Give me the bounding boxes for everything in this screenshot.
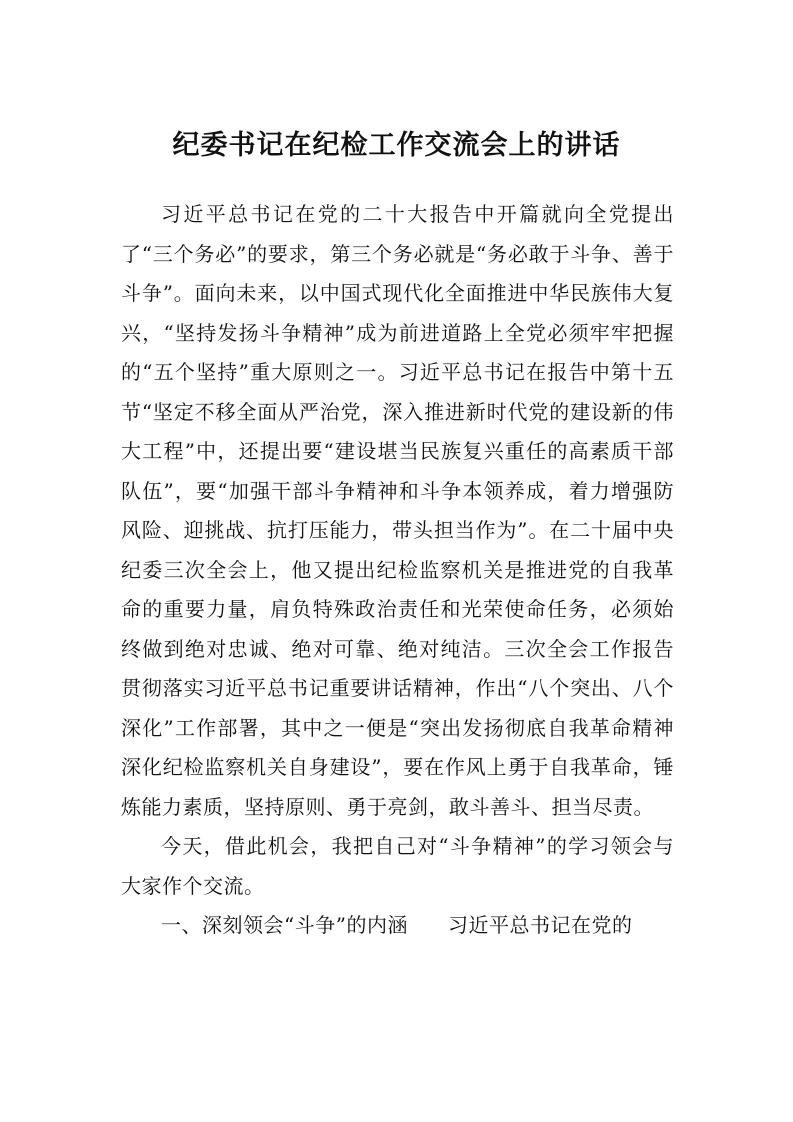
body-paragraph-1: 习近平总书记在党的二十大报告中开篇就向全党提出了“三个务必”的要求，第三个务必就是“务必敢于斗争、善于斗争”。面向未来，以中国式现代化全面推进中华民族伟大复兴，“坚持发扬斗争精神”成为前进道路上全党必须牢牢把握的“五个坚持”重大原则之一。习近平总书记在报告中第十五节“坚定不移全面从严治党，深入推进新时代党的建设新的伟大工程”中，还提出要“建设堪当民族复兴重任的高素质干部队伍”，要“加强干部斗争精神和斗争本领养成，着力增强防风险、迎挑战、抗打压能力，带头担当作为”。在二十届中央纪委三次全会上，他又提出纪检监察机关是推进党的自我革命的重要力量，肩负特殊政治责任和光荣使命任务，必须始终做到绝对忠诚、绝对可靠、绝对纯洁。三次全会工作报告贯彻落实习近平总书记重要讲话精神，作出“八个突出、八个深化”工作部署，其中之一便是“突出发扬彻底自我革命精神深化纪检监察机关自身建设”，要在作风上勇于自我革命，锤炼能力素质，坚持原则、勇于亮剑，敢斗善斗、担当尽责。 [121,202,674,819]
body-paragraph-2: 今天，借此机会，我把自己对“斗争精神”的学习领会与大家作个交流。 [121,834,674,898]
document-title: 纪委书记在纪检工作交流会上的讲话 [172,130,621,161]
document-body [121,195,674,946]
section-paragraph [121,906,674,946]
section-heading: 一、深刻领会“斗争”的内涵 [161,913,408,937]
section-lead-text: 习近平总书记在党的 [447,913,633,937]
